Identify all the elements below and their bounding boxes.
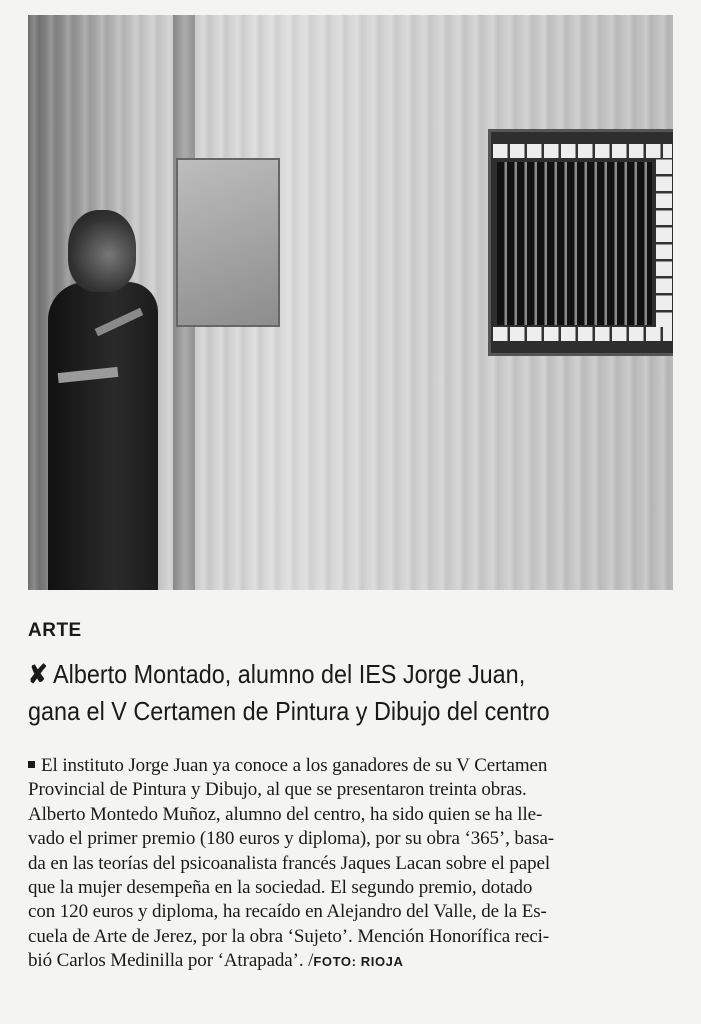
bullet-square-icon <box>28 761 35 768</box>
body-line-text: El instituto Jorge Juan ya conoce a los ganadores de su V Certamen <box>41 755 548 776</box>
painting-top-band <box>493 144 672 158</box>
section-label: ARTE <box>28 620 82 641</box>
body-line: que la mujer desempeña en la sociedad. El segundo premio, dotado <box>28 877 533 899</box>
body-line-text: bió Carlos Medinilla por ‘Atrapada’. / <box>28 950 314 972</box>
body-line: vado el primer premio (180 euros y diploma), por su obra ‘365’, basa- <box>28 828 555 850</box>
headline-mark-icon: ✘ <box>28 659 48 689</box>
article-headline <box>28 656 622 730</box>
body-line: da en las teorías del psicoanalista francés Jaques Lacan sobre el papel <box>28 852 551 874</box>
headline-text: Alberto Montado, alumno del IES Jorge Juan, <box>53 659 526 689</box>
photo-credit: FOTO: RIOJA <box>313 954 404 970</box>
person-head <box>68 210 136 292</box>
body-line <box>28 754 678 778</box>
headline-line: gana el V Certamen de Pintura y Dibujo del centro <box>28 696 550 726</box>
painting-side-band <box>656 158 672 327</box>
photo-painting-365 <box>488 129 673 356</box>
body-line: Alberto Montedo Muñoz, alumno del centro, ha sido quien se ha lle- <box>28 803 543 825</box>
body-line <box>28 949 678 974</box>
body-line: cuela de Arte de Jerez, por la obra ‘Sujeto’. Mención Honorífica reci- <box>28 925 550 947</box>
news-photo <box>28 15 673 590</box>
article-body <box>28 754 678 975</box>
body-line: con 120 euros y diploma, ha recaído en Alejandro del Valle, de la Es- <box>28 901 547 923</box>
painting-bottom-band <box>493 327 672 341</box>
painting-bars <box>497 162 652 325</box>
photo-painting-portrait <box>176 158 280 327</box>
photo-person <box>46 210 166 590</box>
headline-line <box>28 656 622 693</box>
body-line: Provincial de Pintura y Dibujo, al que se presentaron treinta obras. <box>28 779 527 801</box>
